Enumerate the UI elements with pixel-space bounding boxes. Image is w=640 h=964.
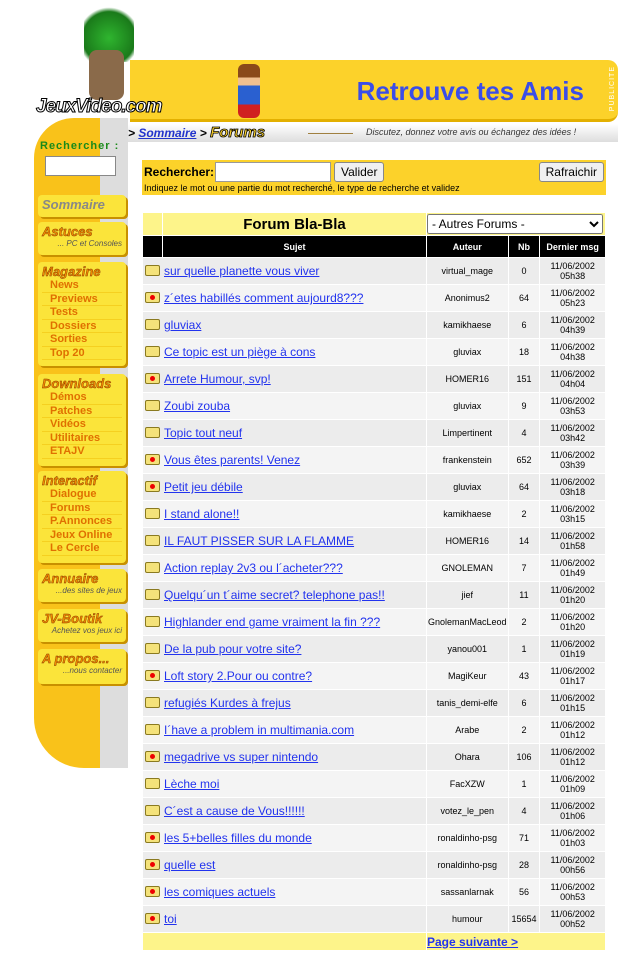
- forum-title: Forum Bla-Bla: [163, 213, 427, 236]
- topic-count: 11: [508, 582, 540, 609]
- table-row: [143, 798, 606, 825]
- topic-author: Arabe: [427, 717, 509, 744]
- hot-folder-icon: [145, 481, 160, 492]
- sidebar-link[interactable]: Dialogue: [42, 488, 122, 502]
- topic-author: gluviax: [427, 393, 509, 420]
- last-time: 01h17: [560, 676, 586, 686]
- breadcrumb-sommaire[interactable]: Sommaire: [138, 126, 197, 140]
- topic-last-msg: [540, 636, 606, 663]
- table-row: [143, 825, 606, 852]
- last-time: 04h38: [560, 352, 586, 362]
- topic-count: 43: [508, 663, 540, 690]
- last-time: 01h49: [560, 568, 586, 578]
- valider-button[interactable]: Valider: [334, 162, 384, 182]
- table-row: [143, 501, 606, 528]
- topic-link[interactable]: Topic tout neuf: [164, 426, 243, 440]
- topic-count: 9: [508, 393, 540, 420]
- topic-author: frankenstein: [427, 447, 509, 474]
- topic-author: Limpertinent: [427, 420, 509, 447]
- col-sujet: Sujet: [163, 236, 427, 258]
- search-label: Rechercher:: [144, 165, 215, 179]
- topic-link[interactable]: refugiés Kurdes à frejus: [164, 696, 291, 710]
- topic-author: kamikhaese: [427, 312, 509, 339]
- topic-link[interactable]: z´etes habillés comment aujourd8???: [164, 291, 364, 305]
- sidebar-link[interactable]: News: [42, 279, 122, 293]
- folder-icon: [145, 724, 160, 735]
- hot-folder-icon: [145, 751, 160, 762]
- topic-last-msg: [540, 393, 606, 420]
- topic-count: 1: [508, 771, 540, 798]
- topic-count: 28: [508, 852, 540, 879]
- table-row: [143, 366, 606, 393]
- other-forums-select[interactable]: [427, 214, 603, 234]
- last-time: 03h42: [560, 433, 586, 443]
- annuaire-title: Annuaire: [42, 571, 99, 586]
- last-date: 11/06/2002: [550, 720, 595, 730]
- last-time: 01h03: [560, 838, 586, 848]
- folder-icon: [145, 589, 160, 600]
- topic-author: GNOLEMAN: [427, 555, 509, 582]
- last-date: 11/06/2002: [550, 261, 595, 271]
- last-time: 01h06: [560, 811, 586, 821]
- tagline: Discutez, donnez votre avis ou échangez des idées !: [366, 127, 577, 137]
- topic-count: 6: [508, 312, 540, 339]
- topic-last-msg: [540, 879, 606, 906]
- sommaire-label: Sommaire: [42, 197, 105, 212]
- topic-link[interactable]: C´est a cause de Vous!!!!!!: [164, 804, 305, 818]
- topic-link[interactable]: I´have a problem in multimania.com: [164, 723, 355, 737]
- table-row: [143, 609, 606, 636]
- hot-folder-icon: [145, 292, 160, 303]
- last-date: 11/06/2002: [550, 423, 595, 433]
- topic-last-msg: [540, 798, 606, 825]
- table-row: [143, 447, 606, 474]
- topic-link[interactable]: gluviax: [164, 318, 202, 332]
- last-date: 11/06/2002: [550, 396, 595, 406]
- topic-count: 4: [508, 420, 540, 447]
- table-row: [143, 663, 606, 690]
- topic-last-msg: [540, 690, 606, 717]
- topic-author: GnolemanMacLeod: [427, 609, 509, 636]
- col-nb: Nb: [508, 236, 540, 258]
- sidebar-downloads: [38, 374, 126, 466]
- topic-count: 71: [508, 825, 540, 852]
- topic-link[interactable]: Highlander end game vraiment la fin ???: [164, 615, 381, 629]
- topic-link[interactable]: Ce topic est un piège à cons: [164, 345, 316, 359]
- last-date: 11/06/2002: [550, 774, 595, 784]
- last-date: 11/06/2002: [550, 882, 595, 892]
- topic-last-msg: [540, 447, 606, 474]
- sidebar-link[interactable]: ETAJV: [42, 445, 122, 459]
- apropos-sub: ...nous contacter: [62, 666, 122, 675]
- topic-author: HOMER16: [427, 366, 509, 393]
- topic-author: jief: [427, 582, 509, 609]
- last-time: 03h18: [560, 487, 586, 497]
- topic-author: yanou001: [427, 636, 509, 663]
- sidebar-link[interactable]: Sorties: [42, 333, 122, 347]
- topic-author: sassanlarnak: [427, 879, 509, 906]
- topic-author: Ohara: [427, 744, 509, 771]
- folder-icon: [145, 562, 160, 573]
- logo-text: JeuxVideo.com: [36, 96, 162, 117]
- sidebar-magazine: [38, 262, 126, 366]
- interactif-title: Interactif: [42, 473, 97, 488]
- table-row: [143, 717, 606, 744]
- last-date: 11/06/2002: [550, 477, 595, 487]
- last-time: 01h58: [560, 541, 586, 551]
- topic-author: MagiKeur: [427, 663, 509, 690]
- last-time: 03h39: [560, 460, 586, 470]
- topic-count: 18: [508, 339, 540, 366]
- hot-folder-icon: [145, 859, 160, 870]
- topic-table: [142, 212, 606, 951]
- last-time: 03h53: [560, 406, 586, 416]
- topic-count: 56: [508, 879, 540, 906]
- sidebar-sommaire[interactable]: [38, 195, 126, 217]
- ad-banner[interactable]: [130, 60, 618, 122]
- topic-author: ronaldinho-psg: [427, 852, 509, 879]
- topic-link[interactable]: Loft story 2.Pour ou contre?: [164, 669, 313, 683]
- folder-icon: [145, 427, 160, 438]
- last-time: 00h53: [560, 892, 586, 902]
- sidebar-link[interactable]: Forums: [42, 502, 122, 516]
- last-date: 11/06/2002: [550, 369, 595, 379]
- apropos-title: A propos...: [42, 651, 110, 666]
- folder-icon: [145, 805, 160, 816]
- sidebar-link[interactable]: Utilitaires: [42, 432, 122, 446]
- sidebar-link[interactable]: Démos: [42, 391, 122, 405]
- sidebar: [34, 118, 128, 768]
- last-date: 11/06/2002: [550, 342, 595, 352]
- forum-title-row: [143, 213, 606, 236]
- last-date: 11/06/2002: [550, 909, 595, 919]
- banner-pub-label: PUBLICITE: [609, 66, 616, 112]
- hot-folder-icon: [145, 373, 160, 384]
- last-time: 00h52: [560, 919, 586, 929]
- table-row: [143, 879, 606, 906]
- boutik-sub: Achetez vos jeux ici: [51, 626, 122, 635]
- table-row: [143, 393, 606, 420]
- table-row: [143, 852, 606, 879]
- topic-author: humour: [427, 906, 509, 933]
- topic-count: 151: [508, 366, 540, 393]
- topic-link[interactable]: Arrete Humour, svp!: [164, 372, 271, 386]
- table-row: [143, 285, 606, 312]
- last-date: 11/06/2002: [550, 504, 595, 514]
- topic-last-msg: [540, 312, 606, 339]
- downloads-title: Downloads: [42, 376, 112, 391]
- breadcrumb-forums: Forums: [210, 124, 266, 141]
- next-page-link[interactable]: Page suivante >: [427, 934, 519, 949]
- topic-last-msg: [540, 609, 606, 636]
- table-row: [143, 636, 606, 663]
- astuces-sub: ... PC et Consoles: [57, 239, 122, 248]
- table-row: [143, 420, 606, 447]
- folder-icon: [145, 778, 160, 789]
- last-date: 11/06/2002: [550, 450, 595, 460]
- topic-count: 2: [508, 501, 540, 528]
- topic-author: Anonimus2: [427, 285, 509, 312]
- topic-last-msg: [540, 339, 606, 366]
- folder-icon: [145, 508, 160, 519]
- topic-link[interactable]: Zoubi zouba: [164, 399, 231, 413]
- folder-icon: [145, 265, 160, 276]
- folder-icon: [145, 400, 160, 411]
- topic-link[interactable]: Quelqu´un t´aime secret? telephone pas!!: [164, 588, 385, 602]
- banner-character: [238, 64, 260, 118]
- sidebar-link[interactable]: Top 20: [42, 347, 122, 361]
- topic-author: HOMER16: [427, 528, 509, 555]
- topic-link[interactable]: IL FAUT PISSER SUR LA FLAMME: [164, 534, 355, 548]
- last-date: 11/06/2002: [550, 693, 595, 703]
- pagination-row: [143, 933, 606, 951]
- refresh-button[interactable]: Rafraichir: [539, 162, 604, 182]
- table-row: [143, 555, 606, 582]
- topic-count: 1: [508, 636, 540, 663]
- last-date: 11/06/2002: [550, 747, 595, 757]
- table-row: [143, 771, 606, 798]
- topic-link[interactable]: I stand alone!!: [164, 507, 240, 521]
- topic-count: 64: [508, 285, 540, 312]
- last-time: 05h23: [560, 298, 586, 308]
- topic-count: 652: [508, 447, 540, 474]
- hot-folder-icon: [145, 886, 160, 897]
- table-row: [143, 258, 606, 285]
- table-row: [143, 339, 606, 366]
- sidebar-link[interactable]: Vidéos: [42, 418, 122, 432]
- last-time: 01h12: [560, 757, 586, 767]
- hot-folder-icon: [145, 454, 160, 465]
- col-dernier: Dernier msg: [540, 236, 606, 258]
- topic-last-msg: [540, 906, 606, 933]
- table-row: [143, 690, 606, 717]
- topic-last-msg: [540, 528, 606, 555]
- last-time: 00h56: [560, 865, 586, 875]
- folder-icon: [145, 643, 160, 654]
- last-date: 11/06/2002: [550, 531, 595, 541]
- table-header: [143, 236, 606, 258]
- table-row: [143, 528, 606, 555]
- astuces-title: Astuces: [42, 224, 93, 239]
- topic-count: 15654: [508, 906, 540, 933]
- last-time: 04h04: [560, 379, 586, 389]
- topic-count: 6: [508, 690, 540, 717]
- boutik-title: JV-Boutik: [42, 611, 103, 626]
- sidebar-link[interactable]: Previews: [42, 293, 122, 307]
- topic-link[interactable]: toi: [164, 912, 177, 926]
- search-hint: Indiquez le mot ou une partie du mot recherché, le type de recherche et validez: [144, 183, 460, 193]
- mascot: [89, 50, 124, 100]
- last-time: 01h19: [560, 649, 586, 659]
- last-date: 11/06/2002: [550, 315, 595, 325]
- forum-search-bar: [142, 160, 606, 195]
- sidebar-link[interactable]: Jeux Online: [42, 529, 122, 543]
- annuaire-sub: ...des sites de jeux: [55, 586, 122, 595]
- topic-link[interactable]: Petit jeu débile: [164, 480, 243, 494]
- topic-count: 4: [508, 798, 540, 825]
- topic-count: 106: [508, 744, 540, 771]
- banner-title: Retrouve tes Amis: [356, 76, 584, 106]
- topic-link[interactable]: les 5+belles filles du monde: [164, 831, 312, 845]
- topic-link[interactable]: quelle est: [164, 858, 216, 872]
- topic-last-msg: [540, 663, 606, 690]
- sidebar-boutik[interactable]: [38, 609, 126, 642]
- col-auteur: Auteur: [427, 236, 509, 258]
- sidebar-link[interactable]: Le Cercle: [42, 542, 122, 556]
- table-row: [143, 582, 606, 609]
- folder-icon: [145, 697, 160, 708]
- topic-link[interactable]: Action replay 2v3 ou l´acheter???: [164, 561, 343, 575]
- folder-icon: [145, 319, 160, 330]
- topic-last-msg: [540, 771, 606, 798]
- last-date: 11/06/2002: [550, 585, 595, 595]
- last-date: 11/06/2002: [550, 288, 595, 298]
- topic-count: 0: [508, 258, 540, 285]
- sidebar-annuaire[interactable]: [38, 569, 126, 602]
- topic-author: virtual_mage: [427, 258, 509, 285]
- hot-folder-icon: [145, 670, 160, 681]
- sidebar-search-label: Rechercher :: [40, 140, 120, 152]
- last-time: 01h12: [560, 730, 586, 740]
- search-input[interactable]: [215, 162, 331, 182]
- hot-folder-icon: [145, 832, 160, 843]
- topic-last-msg: [540, 744, 606, 771]
- sidebar-link[interactable]: P.Annonces: [42, 515, 122, 529]
- topic-author: kamikhaese: [427, 501, 509, 528]
- topic-link[interactable]: megadrive vs super nintendo: [164, 750, 319, 764]
- topic-link[interactable]: sur quelle planette vous viver: [164, 264, 320, 278]
- sidebar-apropos[interactable]: [38, 649, 126, 684]
- topic-count: 2: [508, 717, 540, 744]
- topic-count: 2: [508, 609, 540, 636]
- topic-author: ronaldinho-psg: [427, 825, 509, 852]
- topic-last-msg: [540, 285, 606, 312]
- magazine-title: Magazine: [42, 264, 101, 279]
- topic-last-msg: [540, 366, 606, 393]
- table-row: [143, 312, 606, 339]
- sidebar-link[interactable]: Patches: [42, 405, 122, 419]
- last-date: 11/06/2002: [550, 558, 595, 568]
- breadcrumb: > Sommaire > Forums Discutez, donnez votre avis ou échangez des idées !: [128, 124, 618, 142]
- folder-icon: [145, 535, 160, 546]
- last-time: 01h15: [560, 703, 586, 713]
- topic-author: gluviax: [427, 474, 509, 501]
- table-row: [143, 474, 606, 501]
- sidebar-link[interactable]: Dossiers: [42, 320, 122, 334]
- topic-last-msg: [540, 474, 606, 501]
- last-date: 11/06/2002: [550, 639, 595, 649]
- last-date: 11/06/2002: [550, 855, 595, 865]
- topic-last-msg: [540, 555, 606, 582]
- topic-count: 14: [508, 528, 540, 555]
- last-date: 11/06/2002: [550, 666, 595, 676]
- last-time: 01h09: [560, 784, 586, 794]
- folder-icon: [145, 346, 160, 357]
- last-time: 03h15: [560, 514, 586, 524]
- topic-last-msg: [540, 825, 606, 852]
- sidebar-astuces[interactable]: [38, 222, 126, 255]
- last-date: 11/06/2002: [550, 828, 595, 838]
- hot-folder-icon: [145, 913, 160, 924]
- topic-last-msg: [540, 582, 606, 609]
- last-time: 05h38: [560, 271, 586, 281]
- sidebar-link[interactable]: Tests: [42, 306, 122, 320]
- last-time: 01h20: [560, 595, 586, 605]
- topic-last-msg: [540, 717, 606, 744]
- topic-link[interactable]: Vous êtes parents! Venez: [164, 453, 301, 467]
- last-time: 01h20: [560, 622, 586, 632]
- site-logo[interactable]: [34, 0, 169, 122]
- topic-author: gluviax: [427, 339, 509, 366]
- topic-link[interactable]: De la pub pour votre site?: [164, 642, 302, 656]
- topic-author: votez_le_pen: [427, 798, 509, 825]
- topic-count: 7: [508, 555, 540, 582]
- folder-icon: [145, 616, 160, 627]
- topic-link[interactable]: Lèche moi: [164, 777, 220, 791]
- topic-count: 64: [508, 474, 540, 501]
- topic-last-msg: [540, 420, 606, 447]
- last-date: 11/06/2002: [550, 801, 595, 811]
- sidebar-interactif: [38, 471, 126, 563]
- topic-last-msg: [540, 501, 606, 528]
- divider: [308, 133, 353, 134]
- topic-author: FacXZW: [427, 771, 509, 798]
- last-date: 11/06/2002: [550, 612, 595, 622]
- table-row: [143, 744, 606, 771]
- topic-link[interactable]: les comiques actuels: [164, 885, 276, 899]
- table-row: [143, 906, 606, 933]
- topic-author: tanis_demi-elfe: [427, 690, 509, 717]
- last-time: 04h39: [560, 325, 586, 335]
- topic-last-msg: [540, 852, 606, 879]
- topic-last-msg: [540, 258, 606, 285]
- sidebar-search-input[interactable]: [45, 156, 116, 176]
